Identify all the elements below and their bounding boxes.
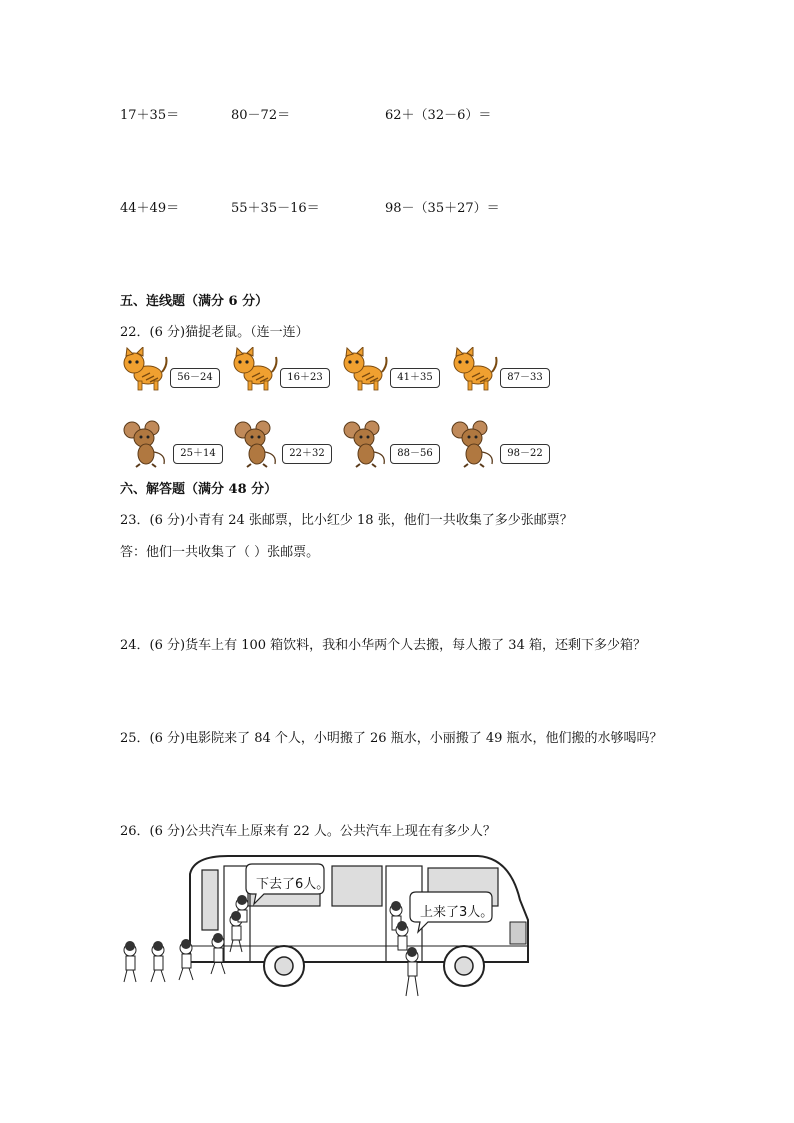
mouse-expression-box[interactable]: 98－22 — [500, 444, 550, 464]
question-26: 26．(6 分)公共汽车上原来有 22 人。公共汽车上现在有多少人？ — [120, 824, 496, 839]
calc-item: 44＋49＝ — [120, 201, 180, 216]
cat-icon — [120, 347, 168, 391]
section-title: 六、解答题（满分 48 分） — [120, 482, 278, 497]
cat-icon — [450, 347, 498, 391]
mouse-icon — [450, 420, 498, 468]
mouse-expression-box[interactable]: 22＋32 — [282, 444, 332, 464]
calc-item: 98－（35＋27）＝ — [385, 201, 500, 216]
section-title: 五、连线题（满分 6 分） — [120, 294, 269, 309]
calc-item: 17＋35＝ — [120, 108, 180, 123]
calc-item: 62＋（32－6）＝ — [385, 108, 492, 123]
speech-bubble-left: 下去了6人。 — [256, 877, 330, 892]
mouse-expression-box[interactable]: 25＋14 — [173, 444, 223, 464]
question-22: 22．(6 分)猫捉老鼠。（连一连） — [120, 325, 309, 340]
speech-bubble-right: 上来了3人。 — [420, 905, 494, 920]
cat-expression-box[interactable]: 87－33 — [500, 368, 550, 388]
calc-item: 80－72＝ — [231, 108, 291, 123]
mouse-icon — [342, 420, 390, 468]
question-25: 25．(6 分)电影院来了 84 个人，小明搬了 26 瓶水，小丽搬了 49 瓶水，他们搬的水够喝吗？ — [120, 731, 663, 746]
calc-item: 55＋35－16＝ — [231, 201, 320, 216]
cat-icon — [230, 347, 278, 391]
question-24: 24．(6 分)货车上有 100 箱饮料，我和小华两个人去搬，每人搬了 34 箱，还剩下多少箱？ — [120, 638, 646, 653]
mouse-icon — [122, 420, 170, 468]
cat-expression-box[interactable]: 16＋23 — [280, 368, 330, 388]
mouse-icon — [233, 420, 281, 468]
cat-expression-box[interactable]: 56－24 — [170, 368, 220, 388]
answer-line-23: 答：他们一共收集了（ ）张邮票。 — [120, 545, 320, 560]
question-23: 23．(6 分)小青有 24 张邮票，比小红少 18 张，他们一共收集了多少张邮票？ — [120, 513, 573, 528]
cat-expression-box[interactable]: 41＋35 — [390, 368, 440, 388]
mouse-expression-box[interactable]: 88－56 — [390, 444, 440, 464]
cat-icon — [340, 347, 388, 391]
